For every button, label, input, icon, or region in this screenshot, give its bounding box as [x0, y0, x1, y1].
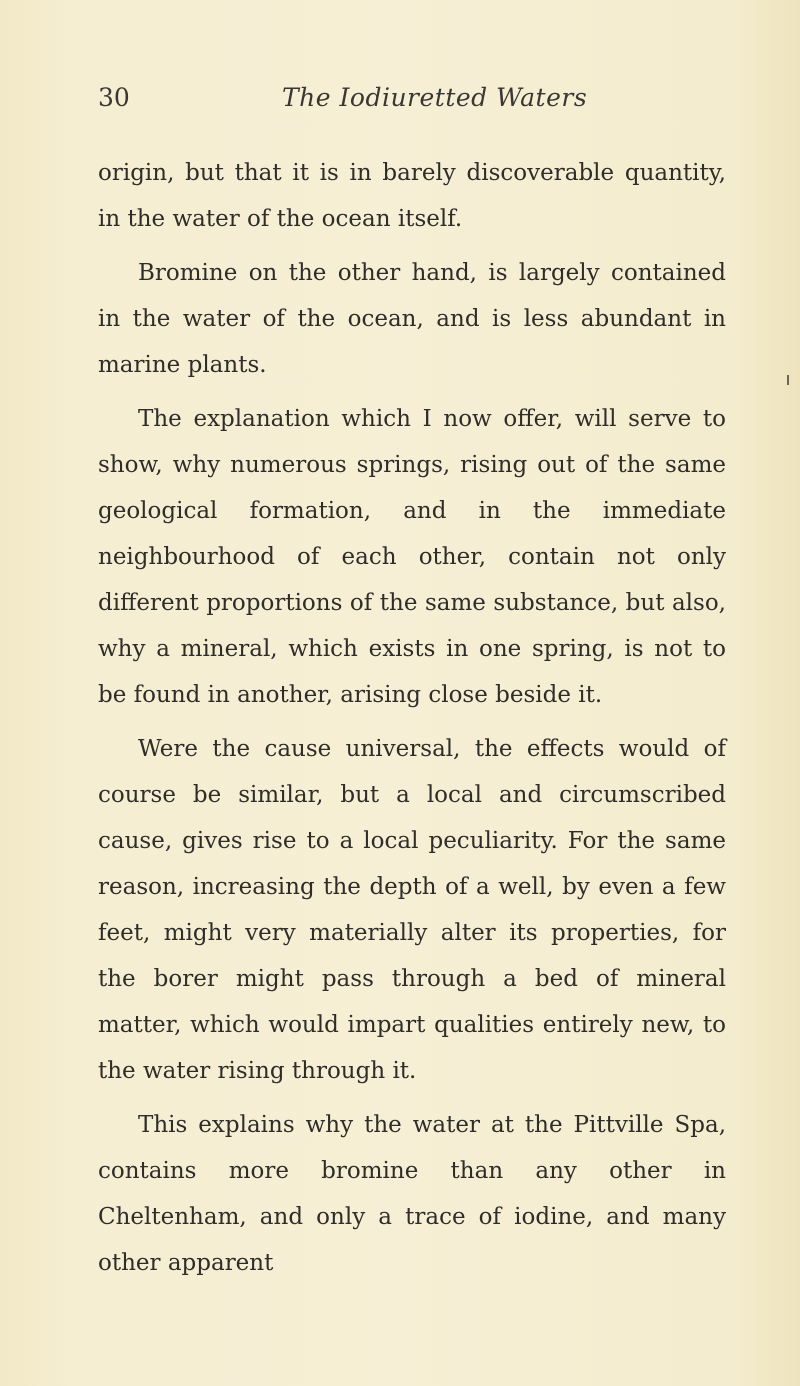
paragraph-3: The explanation which I now offer, will serve to show, why numerous springs, rising out of the same geological formation, and in the immediate neighbourhood of each other, contain not only different proportions of the same substance, but also, why a mineral, which exists in one spring, is not to be found in another, arising close beside it.	[98, 406, 726, 708]
body-text	[98, 150, 726, 1294]
paragraph-5: This explains why the water at the Pittville Spa, contains more bromine than any other in Cheltenham, and only a trace of iodine, and many other apparent	[98, 1112, 726, 1276]
page-number: 30	[98, 83, 130, 112]
page-header	[98, 78, 738, 118]
running-title: The Iodiuretted Waters	[282, 83, 588, 112]
paragraph-1: origin, but that it is in barely discoverable quantity, in the water of the ocean itself.	[98, 160, 726, 232]
paragraph-2: Bromine on the other hand, is largely contained in the water of the ocean, and is less abundant in marine plants.	[98, 260, 726, 378]
paragraph-4: Were the cause universal, the effects would of course be similar, but a local and circumscribed cause, gives rise to a local peculiarity. For the same reason, increasing the depth of a well, by even a few feet, might very materially alter its properties, for the borer might pass through a bed of mineral matter, which would impart qualities entirely new, to the water rising through it.	[98, 736, 726, 1084]
margin-mark	[787, 375, 789, 385]
